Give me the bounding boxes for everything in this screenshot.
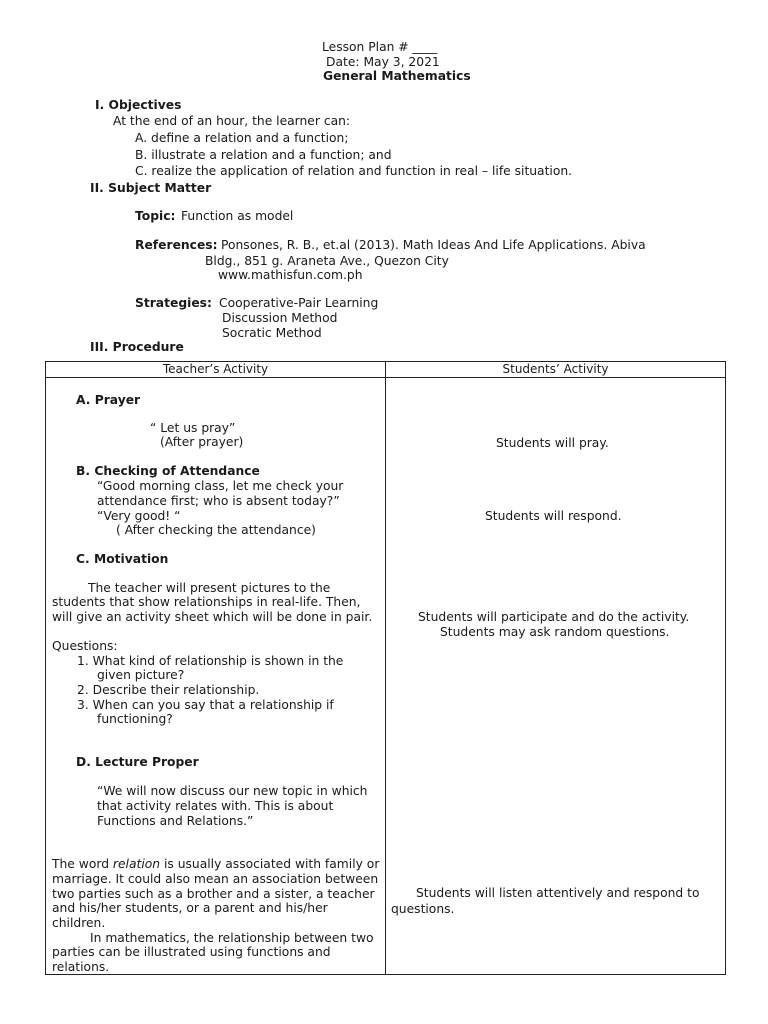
strategy-item-1: Cooperative-Pair Learning [219,296,379,310]
question-3-line-2: functioning? [97,712,173,726]
motivation-para-3: will give an activity sheet which will be done in pair. [52,610,373,624]
procedure-table [45,361,726,975]
lecture-quote-2: that activity relates with. This is about [97,799,334,813]
lecture-para-post: is usually associated with family or [160,857,380,871]
lecture-para-line-7: parties can be illustrated using functions and [52,945,331,959]
motivation-para-2: students that show relationships in real-life. Then, [52,595,361,609]
lecture-para-line-6: In mathematics, the relationship between two [90,931,374,945]
references-line-2: Bldg., 851 g. Araneta Ave., Quezon City [205,254,449,268]
lecture-quote-3: Functions and Relations.” [97,814,254,828]
lecture-para-line-4: and his/her students, or a parent and his/her [52,901,328,915]
topic-label: Topic: [135,209,176,223]
question-2: 2. Describe their relationship. [77,683,260,697]
objective-item-c: C. realize the application of relation and function in real – life situation. [135,164,573,178]
teacher-activity-cell [46,378,386,975]
lecture-para-pre: The word [52,857,113,871]
objectives-heading: I. Objectives [95,98,182,112]
question-1-line-1: 1. What kind of relationship is shown in the [77,654,344,668]
students-prayer: Students will pray. [496,436,609,450]
attendance-line-1: “Good morning class, let me check your [97,479,344,493]
references-label: References: [135,238,218,252]
strategies-label: Strategies: [135,296,212,310]
motivation-para-1: The teacher will present pictures to the [88,581,331,595]
students-motivation-line-1: Students will participate and do the activity. [418,610,690,624]
question-1-line-2: given picture? [97,668,185,682]
lesson-plan-number: Lesson Plan # ____ [322,40,438,54]
lecture-quote-1: “We will now discuss our new topic in which [97,784,368,798]
prayer-line-1: “ Let us pray” [150,421,236,435]
students-motivation-line-2: Students may ask random questions. [440,625,670,639]
attendance-line-4: ( After checking the attendance) [116,523,316,537]
prayer-line-2: (After prayer) [160,435,244,449]
references-line-3: www.mathisfun.com.ph [218,268,363,282]
procedure-heading: III. Procedure [90,340,184,354]
objective-item-a: A. define a relation and a function; [135,131,349,145]
lesson-date: Date: May 3, 2021 [326,55,440,69]
attendance-line-3: “Very good! “ [97,509,181,523]
objectives-intro: At the end of an hour, the learner can: [113,114,351,128]
attendance-line-2: attendance first; who is absent today?” [97,494,340,508]
motivation-heading: C. Motivation [76,552,169,566]
topic-value: Function as model [181,209,294,223]
lecture-para-line-8: relations. [52,960,110,974]
strategy-item-2: Discussion Method [222,311,338,325]
questions-label: Questions: [52,639,118,653]
students-activity-header: Students’ Activity [386,362,726,378]
lecture-para-line-1 [52,857,379,872]
students-activity-cell [386,378,726,975]
lecture-heading: D. Lecture Proper [76,755,199,769]
attendance-heading: B. Checking of Attendance [76,464,260,478]
lecture-para-line-5: children. [52,916,106,930]
teacher-activity-header: Teacher’s Activity [46,362,386,378]
objective-item-b: B. illustrate a relation and a function; and [135,148,392,162]
students-lecture-line-2: questions. [391,902,455,916]
prayer-heading: A. Prayer [76,393,141,407]
lecture-para-line-3: two parties such as a brother and a sister, a teacher [52,887,375,901]
strategy-item-3: Socratic Method [222,326,322,340]
students-respond: Students will respond. [485,509,622,523]
subject-title: General Mathematics [323,69,471,83]
lecture-para-line-2: marriage. It could also mean an association between [52,872,379,886]
references-line-1: Ponsones, R. B., et.al (2013). Math Ideas And Life Applications. Abiva [221,238,646,252]
subject-matter-heading: II. Subject Matter [90,181,212,195]
relation-term: relation [112,857,161,871]
question-3-line-1: 3. When can you say that a relationship if [77,698,334,712]
students-lecture-line-1: Students will listen attentively and respond to [416,886,700,900]
